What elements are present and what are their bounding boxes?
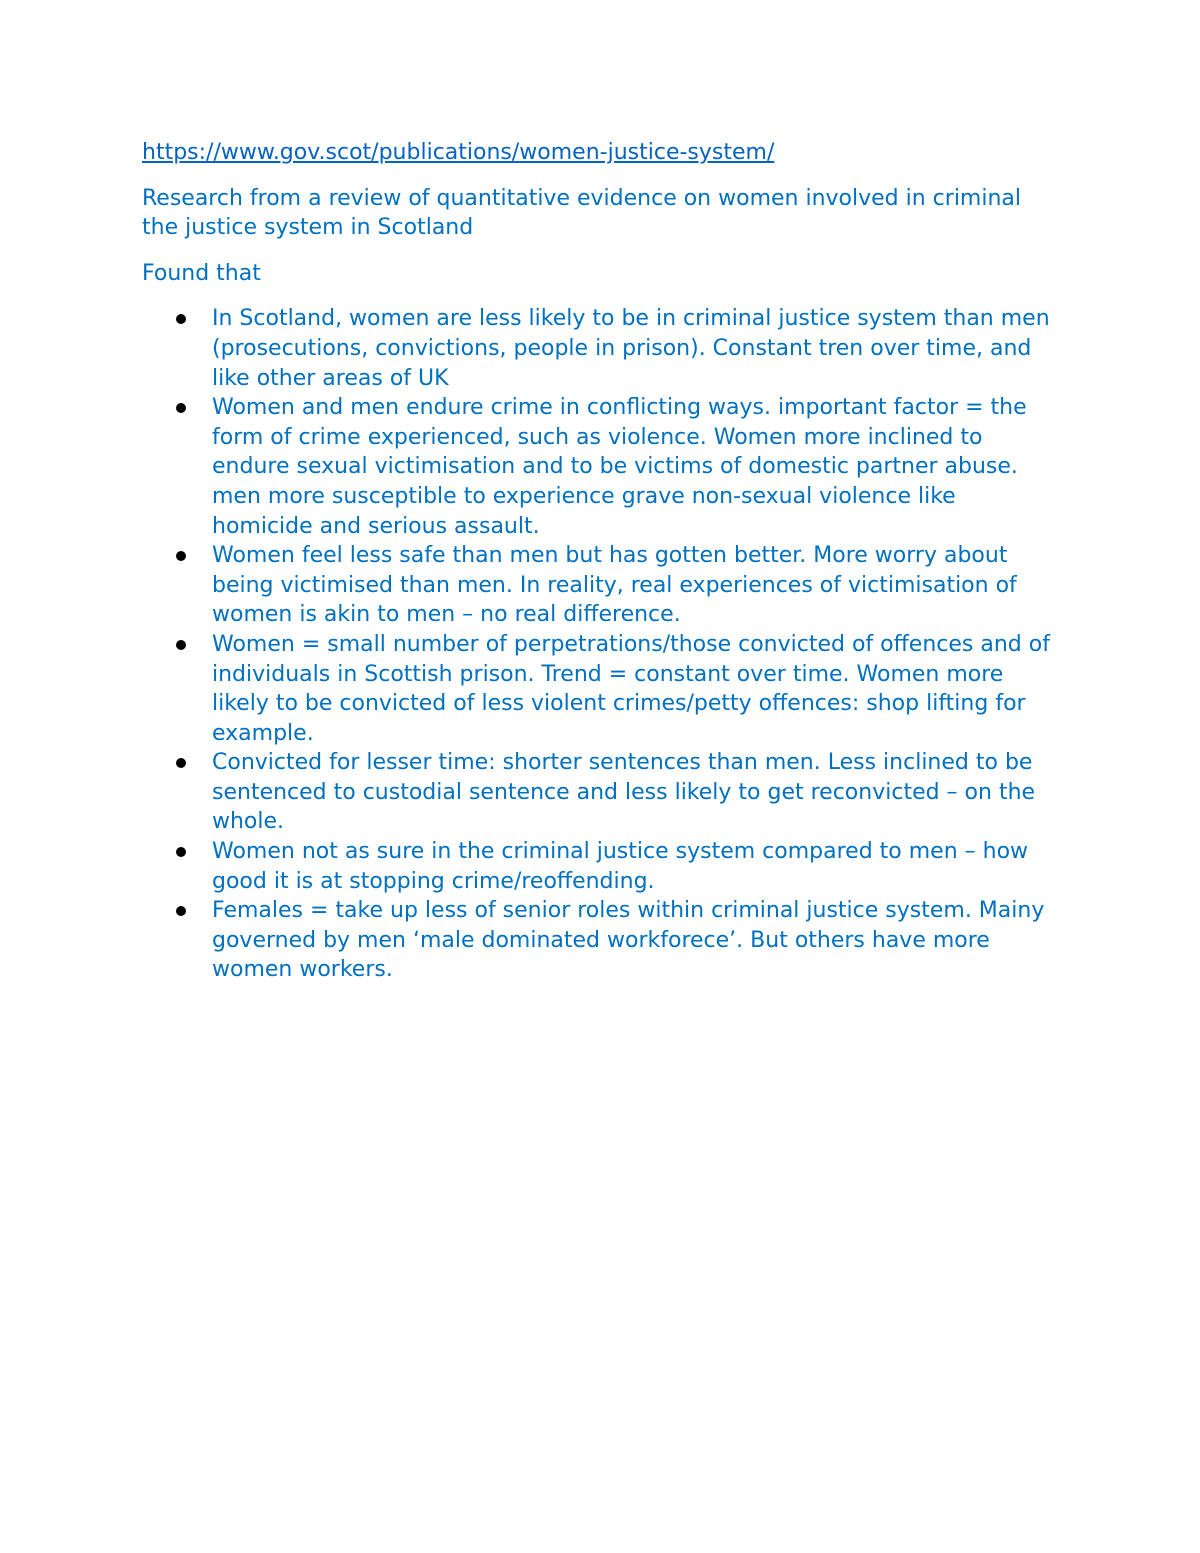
document-body <box>142 138 1062 985</box>
bullet-icon <box>176 640 186 650</box>
bullet-icon <box>176 906 186 916</box>
list-item-text: Women feel less safe than men but has gotten better. More worry about being victimised than men. In reality, real experiences of victimisation of women is akin to men – no real difference. <box>212 543 1017 628</box>
intro-paragraph: Research from a review of quantitative evidence on women involved in criminal the justice system in Scotland <box>142 185 1022 241</box>
list-item-text: Women = small number of perpetrations/those convicted of offences and of individuals in Scottish prison. Trend = constant over time. Women more likely to be convicted of less violent crimes/petty offences: shop lifting for example. <box>212 631 1050 746</box>
list-item-text: Women and men endure crime in conflicting ways. important factor = the form of crime experienced, such as violence. Women more inclined to endure sexual victimisation and to be victims of domestic partner abuse. men more susceptible to experience grave non-sexual violence like homicide and serious assault. <box>212 395 1027 539</box>
bullet-icon <box>176 758 186 768</box>
bullet-icon <box>176 403 186 413</box>
bullet-icon <box>176 551 186 561</box>
list-item-text: Women not as sure in the criminal justice system compared to men – how good it is at stopping crime/reoffending. <box>212 839 1029 894</box>
bullet-icon <box>176 314 186 324</box>
list-item-text: Convicted for lesser time: shorter sentences than men. Less inclined to be sentenced to custodial sentence and less likely to get reconvicted – on the whole. <box>212 750 1036 835</box>
list-item <box>142 837 1062 896</box>
list-item <box>142 541 1062 630</box>
list-item <box>142 393 1062 541</box>
bullet-icon <box>176 847 186 857</box>
list-item-text: In Scotland, women are less likely to be in criminal justice system than men (prosecutions, convictions, people in prison). Constant tren over time, and like other areas of UK <box>212 306 1050 391</box>
list-item <box>142 748 1062 837</box>
list-item <box>142 896 1062 985</box>
list-item <box>142 630 1062 748</box>
found-that-paragraph: Found that <box>142 260 261 286</box>
list-item-text: Females = take up less of senior roles within criminal justice system. Mainy governed by men ‘male dominated workforece’. But others have more women workers. <box>212 898 1045 983</box>
list-item <box>142 304 1062 393</box>
source-link[interactable]: https://www.gov.scot/publications/women-justice-system/ <box>142 140 775 165</box>
findings-list <box>142 304 1062 985</box>
